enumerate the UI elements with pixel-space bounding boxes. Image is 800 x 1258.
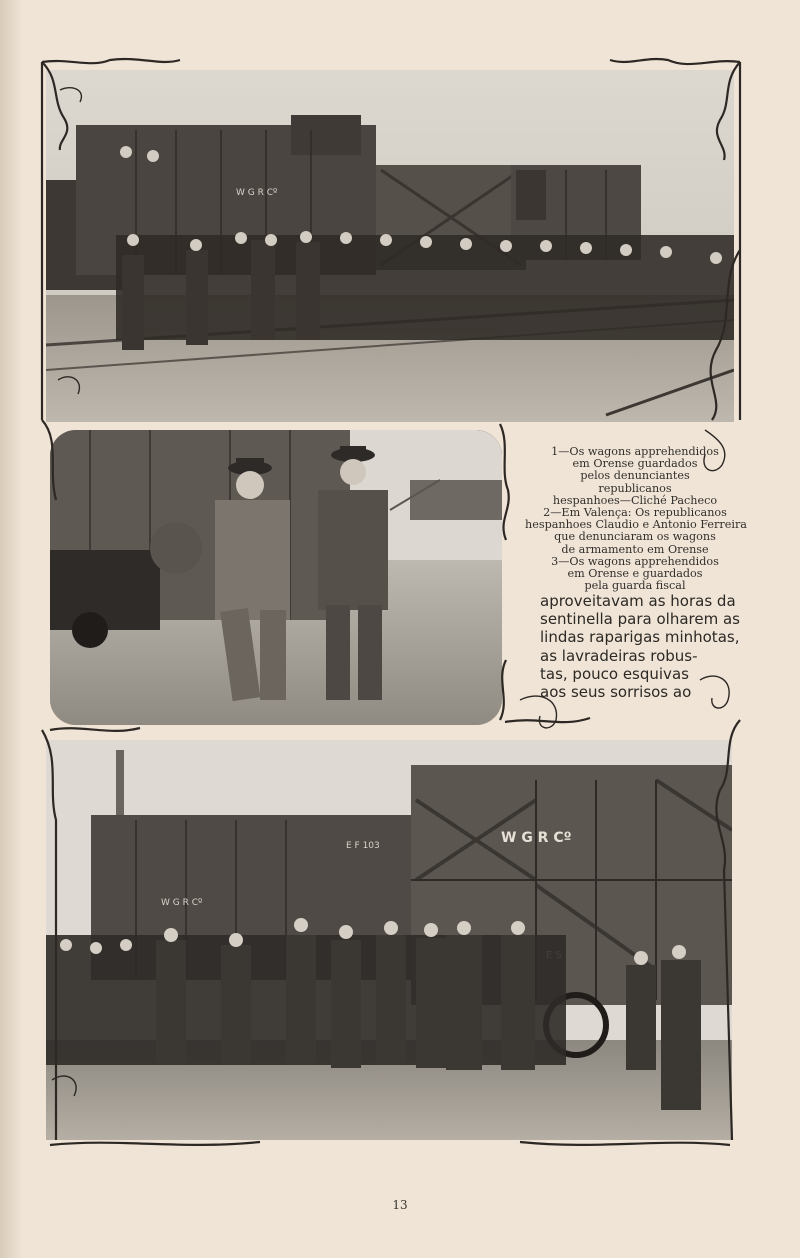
large-stencil-text: W G R Cº: [501, 830, 572, 846]
photo-wagons-guarded-image: [46, 740, 732, 1140]
caption-line: republicanos: [598, 481, 672, 495]
page-number: 13: [392, 1198, 408, 1212]
caption-line: em Orense guardados: [572, 457, 698, 471]
photo-two-men-valenca-image: [50, 430, 502, 725]
body-line: aproveitavam as horas da: [540, 592, 736, 610]
caption-line: que denunciaram os wagons: [554, 530, 716, 544]
car-number-text: E F 103: [346, 841, 380, 851]
small-stencil-text: W G R Cº: [161, 898, 203, 908]
caption-line: hespanhoes—Cliché Pacheco: [552, 493, 718, 507]
caption-line: pelos denunciantes: [580, 469, 690, 483]
caption-line: 1—Os wagons apprehendidos: [551, 445, 719, 458]
photo-seized-wagons: [46, 70, 734, 422]
article-body-text: [540, 592, 745, 701]
caption-line: 2—Em Valença: Os republicanos: [543, 506, 727, 520]
photo-wagons-guarded: [46, 740, 732, 1140]
caption-line: 3—Os wagons apprehendidos: [551, 554, 719, 568]
photo-two-men-valenca: [50, 430, 502, 725]
body-line: as lavradeiras robus-: [540, 646, 698, 665]
page-gutter-shadow: [0, 0, 22, 1258]
caption-line: pela guarda fiscal: [584, 579, 686, 593]
body-line: aos seus sorrisos ao: [540, 683, 692, 702]
photo-seized-wagons-image: [46, 70, 734, 422]
wagon-stencil-text: W G R Cº: [236, 188, 278, 198]
caption-line: hespanhoes Claudio e Antonio Ferreira: [525, 518, 747, 532]
body-line: lindas raparigas minhotas,: [540, 628, 740, 647]
caption-line: de armamento em Orense: [561, 542, 709, 556]
body-line: tas, pouco esquivas: [540, 664, 689, 683]
caption-line: em Orense e guardados: [567, 567, 703, 581]
photo-captions: [525, 446, 745, 592]
body-line: sentinella para olharem as: [540, 610, 740, 629]
